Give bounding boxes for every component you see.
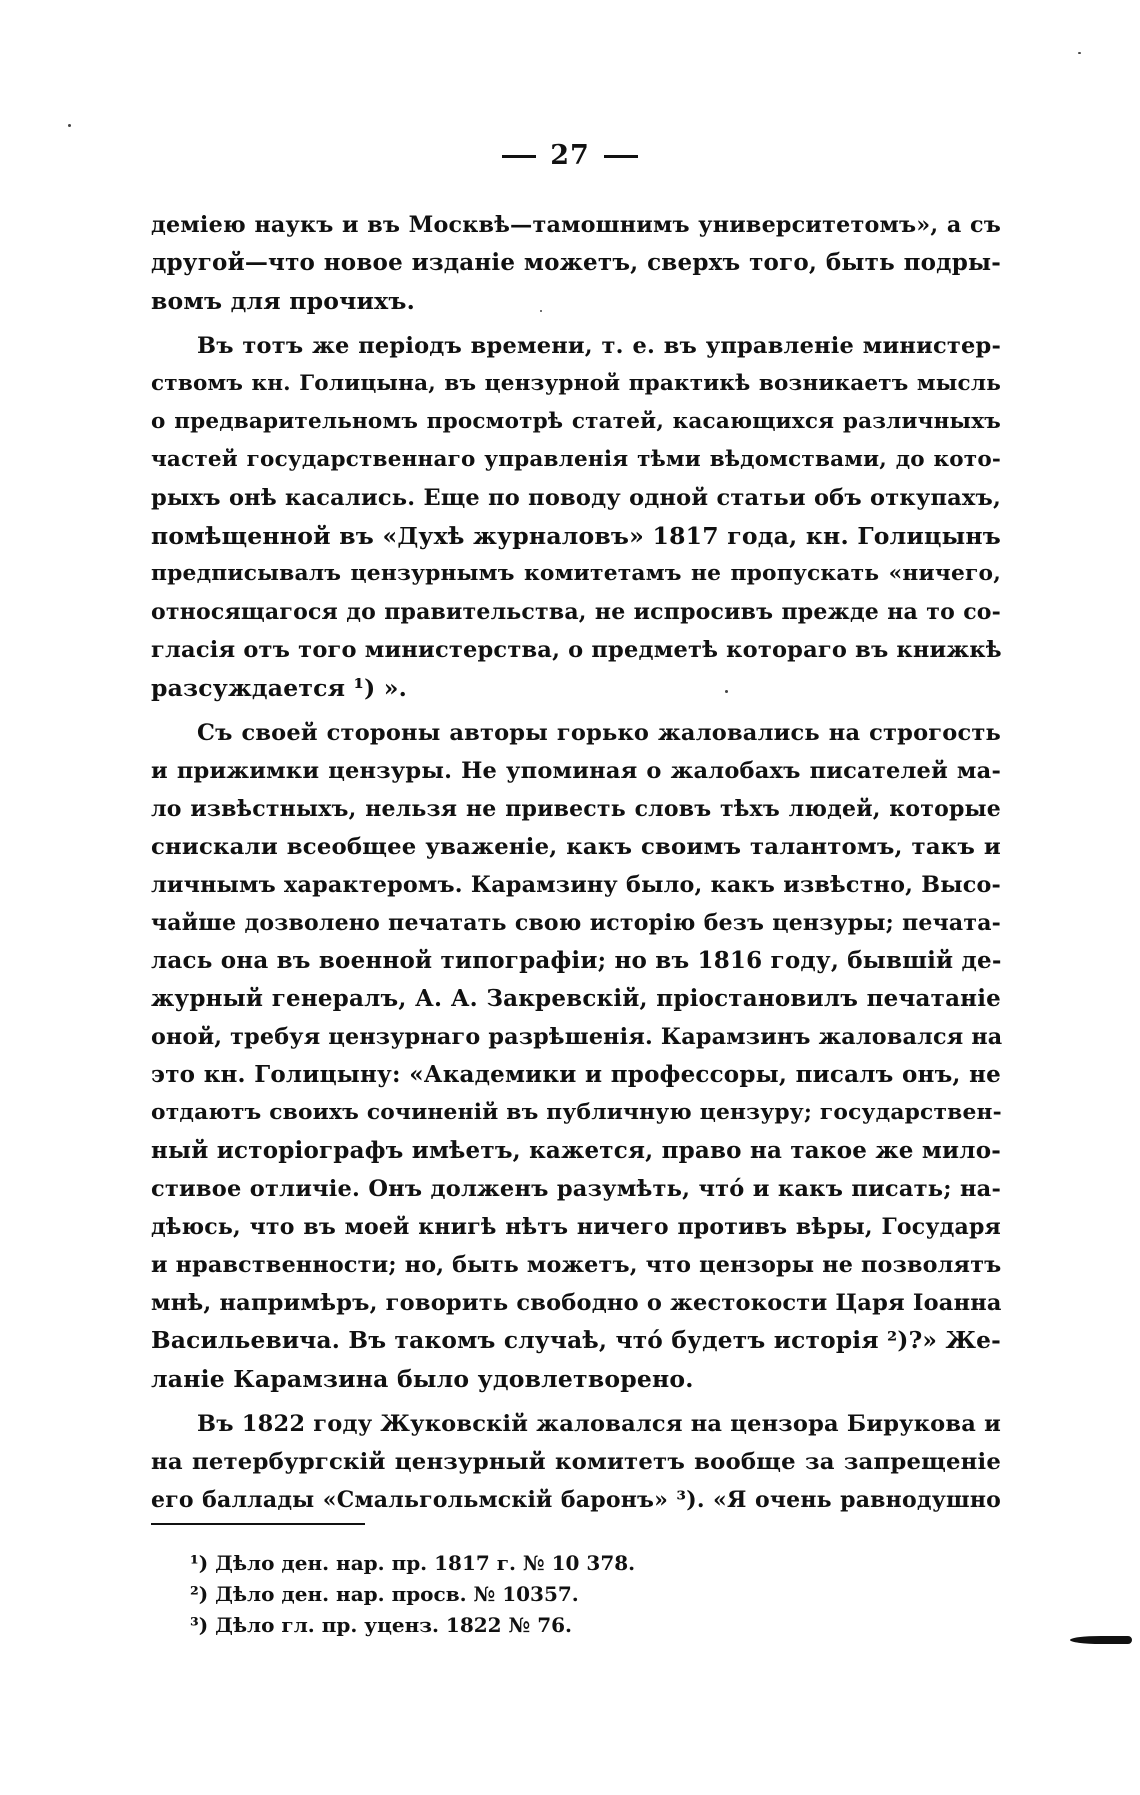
text-line: ланіе Карамзина было удовлетворено. xyxy=(151,1365,694,1393)
text-line: Васильевича. Въ такомъ случаѣ, что́ будетъ исторія ²)?» Же- xyxy=(151,1327,1001,1354)
paper-speck xyxy=(725,690,728,693)
paragraph-gap xyxy=(151,320,1001,327)
footnotes xyxy=(190,1548,890,1641)
text-line: вомъ для прочихъ. xyxy=(151,287,415,315)
text-line: Съ своей стороны авторы горько жаловались на строгость xyxy=(197,720,1001,746)
text-line: чайше дозволено печатать свою исторію безъ цензуры; печата- xyxy=(151,910,1001,936)
text-line: другой—что новое изданіе можетъ, сверхъ того, быть подры- xyxy=(151,249,1001,276)
body-text xyxy=(151,206,1001,1519)
text-line: стивое отличіе. Онъ долженъ разумѣть, что́ и какъ писать; на- xyxy=(151,1176,1001,1202)
text-line: ло извѣстныхъ, нельзя не привесть словъ тѣхъ людей, которые xyxy=(151,796,1001,822)
text-line: деміею наукъ и въ Москвѣ—тамошнимъ университетомъ», а съ xyxy=(151,212,1001,238)
text-line: его баллады «Смальгольмскій баронъ» ³). «Я очень равнодушно xyxy=(151,1487,1001,1513)
text-line: частей государственнаго управленія тѣми вѣдомствами, до кото- xyxy=(151,447,1001,472)
text-line: на петербургскій цензурный комитетъ вообще за запрещеніе xyxy=(151,1449,1001,1475)
page-number-dash-right xyxy=(604,155,638,158)
text-line: предписывалъ цензурнымъ комитетамъ не пропускать «ничего, xyxy=(151,561,1001,586)
paragraph-gap xyxy=(151,1398,1001,1405)
text-line: снискали всеобщее уваженіе, какъ своимъ талантомъ, такъ и xyxy=(151,834,1001,860)
text-line: о предварительномъ просмотрѣ статей, касающихся различныхъ xyxy=(151,409,1001,434)
text-line: личнымъ характеромъ. Карамзину было, какъ извѣстно, Высо- xyxy=(151,872,1001,898)
paper-speck xyxy=(540,310,542,312)
text-line: и прижимки цензуры. Не упоминая о жалобахъ писателей ма- xyxy=(151,758,1001,784)
text-line: отдаютъ своихъ сочиненій въ публичную цензуру; государствен- xyxy=(151,1100,1002,1125)
text-line: дѣюсь, что въ моей книгѣ нѣтъ ничего противъ вѣры, Государя xyxy=(151,1214,1001,1240)
text-line: относящагося до правительства, не испросивъ прежде на то со- xyxy=(151,599,1001,625)
ink-smudge xyxy=(1070,1636,1132,1644)
text-line: ный исторіографъ имѣетъ, кажется, право на такое же мило- xyxy=(151,1137,1001,1164)
paragraph-gap xyxy=(151,707,1001,714)
page-number-dash-left xyxy=(502,155,536,158)
paper-speck xyxy=(68,124,71,127)
text-line: это кн. Голицыну: «Академики и профессоры, писалъ онъ, не xyxy=(151,1061,1001,1088)
page-number-value: 27 xyxy=(550,140,590,171)
paper-speck xyxy=(1078,52,1081,54)
text-line: и нравственности; но, быть можетъ, что цензоры не позволятъ xyxy=(151,1252,1002,1278)
footnote-2: ²) Дѣло ден. нар. просв. № 10357. xyxy=(190,1582,579,1606)
text-line: журный генералъ, А. А. Закревскій, пріостановилъ печатаніе xyxy=(151,985,1001,1012)
text-line: оной, требуя цензурнаго разрѣшенія. Карамзинъ жаловался на xyxy=(151,1024,1003,1050)
text-line: рыхъ онѣ касались. Еще по поводу одной статьи объ откупахъ, xyxy=(151,485,1001,511)
text-line: ствомъ кн. Голицына, въ цензурной практикѣ возникаетъ мысль xyxy=(151,371,1001,396)
footnote-separator xyxy=(151,1523,365,1525)
text-line: Въ тотъ же періодъ времени, т. е. въ управленіе министер- xyxy=(197,333,1001,359)
footnote-3: ³) Дѣло гл. пр. уценз. 1822 № 76. xyxy=(190,1613,573,1637)
text-line: мнѣ, напримѣръ, говорить свободно о жестокости Царя Іоанна xyxy=(151,1290,1002,1316)
page-number xyxy=(0,140,1140,171)
text-line: Въ 1822 году Жуковскій жаловался на цензора Бирукова и xyxy=(197,1411,1001,1437)
text-line: лась она въ военной типографіи; но въ 1816 году, бывшій де- xyxy=(151,947,1002,974)
text-line: гласія отъ того министерства, о предметѣ котораго въ книжкѣ xyxy=(151,637,1002,663)
text-line: разсуждается ¹) ». xyxy=(151,674,408,702)
footnote-1: ¹) Дѣло ден. нар. пр. 1817 г. № 10 378. xyxy=(190,1551,636,1575)
text-line: помѣщенной въ «Духѣ журналовъ» 1817 года, кн. Голицынъ xyxy=(151,522,1001,550)
